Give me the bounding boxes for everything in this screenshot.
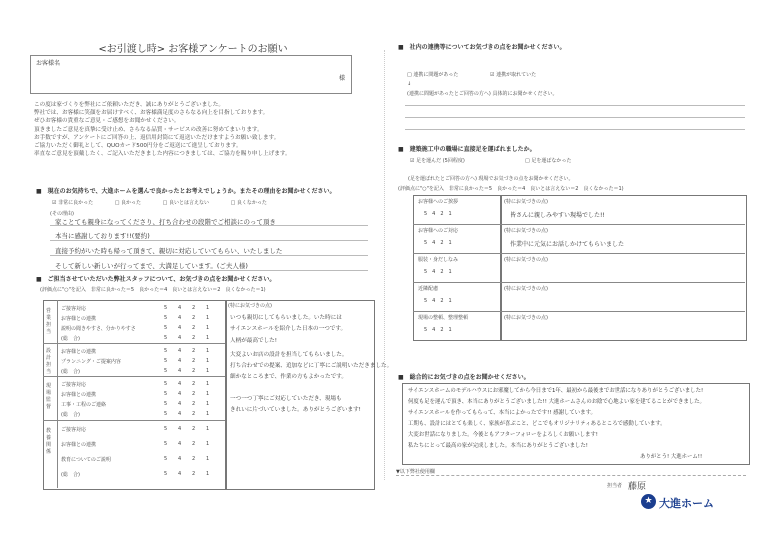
staff-label: 担当者 bbox=[607, 483, 623, 489]
score-option[interactable]: 5 bbox=[164, 471, 168, 477]
intro-line: 弊社では、お客様に笑顔をお届けすべく、お客様満足度のさらなる向上を目指しております。 bbox=[34, 110, 269, 117]
score-option[interactable]: 4 bbox=[178, 381, 182, 387]
score-option[interactable]: 4 bbox=[178, 401, 182, 407]
intro-line: お手数ですが、アンケートにご回答の上、返信用封筒にて返送いただけますようお願い致します。 bbox=[34, 134, 280, 141]
q1-heading: ■ 現在のお気持ちで、大進ホームを選んで良かったとお考えでしょうか。またその理由をお聞かせください。 bbox=[36, 188, 336, 195]
staff-comment-line: きれいに片づいていました。ありがとうございます! bbox=[230, 407, 361, 413]
group-label-other: 教養関係 bbox=[46, 428, 52, 455]
score-option[interactable]: 2 bbox=[192, 426, 196, 432]
site-comment: 皆さんに親しみやすい現場でした!! bbox=[510, 212, 605, 219]
site-row-scores[interactable]: 5 4 2 1 bbox=[424, 298, 452, 304]
q1-reason-line: そして新しい新しいが行ってまで、大満足しています。(ご夫人様) bbox=[55, 262, 248, 270]
q3-option-ok[interactable]: ☑ 連携が取れていた bbox=[490, 72, 537, 78]
q1-reason-line: 家ことても親身になってくださり、打ち合わせの段階でご相談にのって頂き bbox=[55, 218, 276, 226]
score-row-label: お客様との連携 bbox=[61, 442, 97, 448]
site-comment-label: (特にお気づきの点) bbox=[504, 257, 548, 263]
score-option[interactable]: 2 bbox=[192, 348, 196, 354]
score-option[interactable]: 5 bbox=[164, 325, 168, 331]
q4-option-not-visited[interactable]: □ 足を運ばなかった bbox=[525, 158, 572, 164]
site-comment-label: (特にお気づきの点) bbox=[504, 199, 548, 205]
q4-followup: (足を運ばれたとご回答の方へ) 現場でお気づきの点をお聞かせください。 bbox=[408, 176, 574, 182]
overall-line: サイエンスホールを作ってもらって、本当によかったです!! 感謝しています。 bbox=[408, 410, 596, 416]
below-note: ▼以下弊社使用欄 bbox=[396, 469, 435, 475]
score-option[interactable]: 4 bbox=[178, 358, 182, 364]
intro-line: ご協力いただく御礼として、QUOカード500円分をご返送にて進呈しております。 bbox=[34, 143, 242, 150]
overall-line: 工期も、設計にはとても楽しく、家族が喜ぶこと、どこでもオリジナリティあるところで感動しています。 bbox=[408, 421, 666, 427]
score-option[interactable]: 4 bbox=[178, 315, 182, 321]
score-option[interactable]: 4 bbox=[178, 348, 182, 354]
score-option[interactable]: 2 bbox=[192, 368, 196, 374]
q2-scale-note: (評価点に"○"を記入 非常に良かった＝5 良かった＝4 良いとは言えない＝2 良くなかった＝1) bbox=[40, 287, 266, 293]
score-option[interactable]: 5 bbox=[164, 411, 168, 417]
score-option[interactable]: 4 bbox=[178, 335, 182, 341]
score-option[interactable]: 2 bbox=[192, 335, 196, 341]
score-row-label: お客様との連携 bbox=[61, 349, 97, 355]
site-row-scores[interactable]: 5 4 2 1 bbox=[424, 211, 452, 217]
site-comment-label: (特にお気づきの点) bbox=[504, 315, 548, 321]
group-label-sales: 営業担当 bbox=[46, 308, 52, 335]
site-comment-label: (特にお気づきの点) bbox=[504, 228, 548, 234]
score-option[interactable]: 2 bbox=[192, 471, 196, 477]
site-row-scores[interactable]: 5 4 2 1 bbox=[424, 327, 452, 333]
score-option[interactable]: 2 bbox=[192, 441, 196, 447]
score-option[interactable]: 5 bbox=[164, 315, 168, 321]
overall-line: 何度も足を運んで頂き、本当にありがとうございました!! 大進ホームさんのお陰で心地よい家を建てることができました。 bbox=[408, 399, 705, 405]
group-label-site: 現場監督 bbox=[46, 383, 52, 410]
score-option[interactable]: 5 bbox=[164, 358, 168, 364]
company-logo-text: 大進ホーム bbox=[659, 497, 714, 510]
score-option[interactable]: 4 bbox=[178, 441, 182, 447]
score-option[interactable]: 5 bbox=[164, 381, 168, 387]
score-row-label: 説明の聞きやすさ、分かりやすさ bbox=[61, 326, 136, 332]
overall-line: 大変お世話になりました。今後ともアフターフォローをよろしくお願いします! bbox=[408, 432, 598, 438]
q1-options bbox=[52, 199, 382, 206]
score-option[interactable]: 1 bbox=[206, 348, 210, 354]
score-option[interactable]: 2 bbox=[192, 325, 196, 331]
score-option[interactable]: 2 bbox=[192, 391, 196, 397]
q1-option-good[interactable]: □ 良かった bbox=[114, 200, 142, 206]
customer-name-box bbox=[30, 55, 352, 94]
score-option[interactable]: 4 bbox=[178, 471, 182, 477]
q3-followup: (連携に問題があったとご回答の方へ) 具体的にお聞かせください。 bbox=[407, 91, 558, 97]
q1-reason-line: 直接予約がいた時も帰って頂きて、親切に対応していてもらい、いたしました bbox=[55, 247, 283, 255]
score-option[interactable]: 1 bbox=[206, 456, 210, 462]
score-option[interactable]: 1 bbox=[206, 391, 210, 397]
score-option[interactable]: 1 bbox=[206, 305, 210, 311]
score-option[interactable]: 1 bbox=[206, 411, 210, 417]
score-option[interactable]: 1 bbox=[206, 471, 210, 477]
staff-comment-line: 打ち合わせでの提案、追加などに丁寧にご説明いただきました。 bbox=[230, 363, 393, 369]
score-option[interactable]: 4 bbox=[178, 456, 182, 462]
score-option[interactable]: 5 bbox=[164, 401, 168, 407]
score-row-label: (総 合) bbox=[61, 472, 80, 478]
score-option[interactable]: 5 bbox=[164, 348, 168, 354]
score-option[interactable]: 5 bbox=[164, 456, 168, 462]
score-option[interactable]: 1 bbox=[206, 315, 210, 321]
score-option[interactable]: 4 bbox=[178, 391, 182, 397]
q1-option-bad[interactable]: □ 良くなかった bbox=[230, 200, 267, 206]
staff-comment-line: 人柄が最高でした! bbox=[230, 338, 277, 344]
score-option[interactable]: 1 bbox=[206, 381, 210, 387]
q4-heading: ■ 建築施工中の職場に直接足を運ばれましたか。 bbox=[398, 146, 536, 153]
score-option[interactable]: 1 bbox=[206, 325, 210, 331]
q1-reason-line: 本当に感謝しております!!(要約) bbox=[55, 232, 150, 240]
q1-option-not-good[interactable]: □ 良いとは言えない bbox=[162, 200, 209, 206]
site-row-label: 現場の整頓、整理整頓 bbox=[418, 315, 469, 321]
customer-name-label: お客様名 bbox=[36, 60, 61, 67]
intro-line: 率直なご意見を頂戴したく、ご記入いただきました内容につきましては、ご協力を賜り申し上げます。 bbox=[34, 151, 291, 158]
score-option[interactable]: 2 bbox=[192, 401, 196, 407]
q4-scale-note: (評価点に"○"を記入 非常に良かった＝5 良かった＝4 良いとは言えない＝2 良くなかった＝1) bbox=[398, 186, 624, 192]
logo-icon: ★ bbox=[641, 494, 656, 509]
score-row-label: お客様との連携 bbox=[61, 316, 97, 322]
arrow-icon: ↓ bbox=[407, 81, 412, 87]
score-row-label: 教育についてのご説明 bbox=[61, 457, 111, 463]
score-option[interactable]: 4 bbox=[178, 305, 182, 311]
site-row-label: お客様へのご挨拶 bbox=[418, 199, 459, 205]
overall-signature: ありがとう! 大進ホーム!! bbox=[640, 454, 703, 460]
score-option[interactable]: 5 bbox=[164, 391, 168, 397]
q3-heading: ■ 社内の連携等についてお気づきの点をお聞かせください。 bbox=[398, 44, 566, 51]
site-comment: 作業中に元気にお話しかけてもらいました bbox=[510, 241, 625, 248]
customer-name-suffix: 様 bbox=[338, 75, 345, 82]
score-row-label: (総 合) bbox=[61, 412, 80, 418]
q3-option-problem[interactable]: □ 連携に問題があった bbox=[407, 72, 459, 78]
staff-comment-line: 細かなところまで、作業の方もよかったです。 bbox=[230, 374, 347, 380]
score-option[interactable]: 1 bbox=[206, 335, 210, 341]
score-row-label: ご接客対応 bbox=[61, 306, 87, 312]
site-row-scores[interactable]: 5 4 2 1 bbox=[424, 269, 452, 275]
score-option[interactable]: 2 bbox=[192, 315, 196, 321]
score-option[interactable]: 5 bbox=[164, 335, 168, 341]
score-row-label: ご接客対応 bbox=[61, 382, 87, 388]
intro-line: この度は家づくりを弊社にご依頼いただき、誠にありがとうございました。 bbox=[34, 102, 224, 108]
score-row-label: (総 合) bbox=[61, 336, 80, 342]
intro-line: ぜひお客様の貴重なご意見・ご感想をお聞かせください。 bbox=[34, 118, 180, 125]
intro-line: 頂きましたご意見を真摯に受け止め、さらなる品質・サービスの改善に努めてまいります。 bbox=[34, 126, 263, 133]
score-option[interactable]: 1 bbox=[206, 358, 210, 364]
score-option[interactable]: 4 bbox=[178, 426, 182, 432]
staff-comment-line: 一つ一つ丁寧にご対応していただき、現場も bbox=[230, 396, 342, 402]
score-option[interactable]: 2 bbox=[192, 411, 196, 417]
score-option[interactable]: 4 bbox=[178, 368, 182, 374]
site-row-scores[interactable]: 5 4 2 1 bbox=[424, 240, 452, 246]
score-option[interactable]: 5 bbox=[164, 426, 168, 432]
q2-heading: ■ ご担当させていただいた弊社スタッフについて、お気づきの点をお聞かせください。 bbox=[36, 276, 276, 283]
score-option[interactable]: 4 bbox=[178, 411, 182, 417]
staff-name: 藤原 bbox=[628, 482, 647, 492]
site-row-label: 服装・身だしなみ bbox=[418, 257, 459, 263]
survey-title: <お引渡し時> お客様アンケートのお願い bbox=[98, 44, 288, 55]
site-comment-label: (特にお気づきの点) bbox=[504, 286, 548, 292]
score-option[interactable]: 1 bbox=[206, 368, 210, 374]
score-option[interactable]: 1 bbox=[206, 401, 210, 407]
score-option[interactable]: 2 bbox=[192, 358, 196, 364]
staff-comment-line: 大変よいお店の設計を担当してもらいました。 bbox=[230, 352, 348, 358]
overall-line: サイエンスホームのモデルハウスにお邪魔してから今日まで1年、最初から最後までお世話になりありがとうございました! bbox=[408, 388, 704, 394]
q1-reason-label: (その理由) bbox=[50, 211, 74, 217]
score-row-label: プランニング・ご提案内容 bbox=[61, 359, 121, 365]
group-label-design: 設計担当 bbox=[46, 348, 52, 375]
score-option[interactable]: 2 bbox=[192, 456, 196, 462]
score-option[interactable]: 5 bbox=[164, 368, 168, 374]
score-option[interactable]: 1 bbox=[206, 426, 210, 432]
score-row-label: お客様との連携 bbox=[61, 392, 97, 398]
q4-option-visited[interactable]: ☑ 足を運んだ (5回程度) bbox=[410, 158, 465, 164]
score-option[interactable]: 2 bbox=[192, 381, 196, 387]
staff-comments-label: (特にお気づきの点) bbox=[228, 303, 272, 309]
staff-comment-line: いつも親切にしてもらいました。いた時には bbox=[230, 315, 342, 321]
score-row-label: (総 合) bbox=[61, 369, 80, 375]
site-row-label: お客様へのご対応 bbox=[418, 228, 459, 234]
overall-line: 私たちにとって最高の家が完成しました。本当にありがとうございました! bbox=[408, 443, 588, 449]
score-option[interactable]: 1 bbox=[206, 441, 210, 447]
score-option[interactable]: 5 bbox=[164, 305, 168, 311]
site-row-label: 近隣配慮 bbox=[418, 286, 439, 292]
score-option[interactable]: 2 bbox=[192, 305, 196, 311]
staff-comment-line: サイエンスホールを紹介した日本の一つです。 bbox=[230, 326, 347, 332]
score-row-label: ご接客対応 bbox=[61, 427, 87, 433]
q5-heading: ■ 総合的にお気づきの点をお聞かせください。 bbox=[398, 374, 530, 381]
score-option[interactable]: 5 bbox=[164, 441, 168, 447]
score-row-label: 工事・工程のご連絡 bbox=[61, 402, 107, 408]
intro-text bbox=[34, 101, 364, 158]
q1-option-very-good[interactable]: ☑ 非常に良かった bbox=[52, 200, 94, 206]
score-option[interactable]: 4 bbox=[178, 325, 182, 331]
